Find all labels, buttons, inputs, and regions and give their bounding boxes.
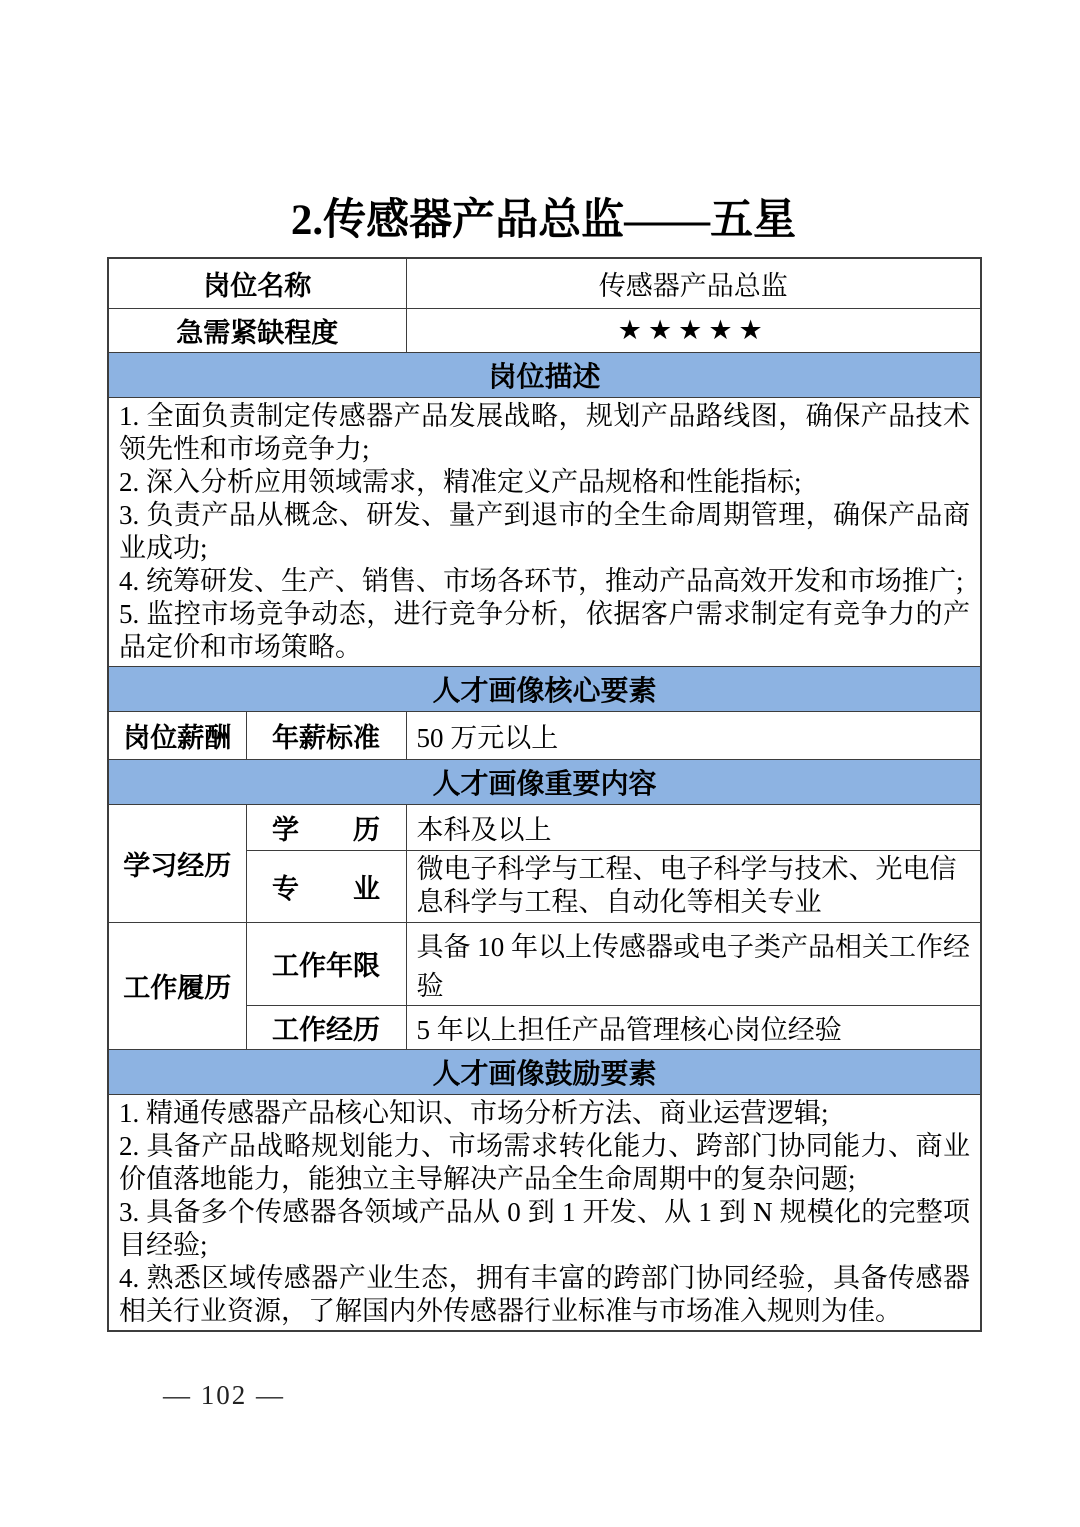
encourage-item: 2. 具备产品战略规划能力、市场需求转化能力、跨部门协同能力、商业价值落地能力，能独立主导解决产品全生命周期中的复杂问题; (119, 1130, 970, 1194)
encourage-item: 3. 具备多个传感器各领域产品从 0 到 1 开发、从 1 到 N 规模化的完整项目经验; (119, 1196, 970, 1260)
row-position-name (108, 258, 981, 308)
work-exp-value: 5 年以上担任产品管理核心岗位经验 (406, 1005, 981, 1049)
page-title: 2.传感器产品总监——五星 (290, 197, 797, 244)
row-encourage-header (108, 1049, 981, 1094)
salary-group-label: 岗位薪酬 (108, 711, 246, 759)
encourage-item: 1. 精通传感器产品核心知识、市场分析方法、商业运营逻辑; (119, 1097, 829, 1128)
urgency-label: 急需紧缺程度 (108, 308, 406, 352)
work-years-label: 工作年限 (246, 922, 406, 1005)
job-description-header: 岗位描述 (108, 352, 981, 397)
row-urgency (108, 308, 981, 352)
major-value: 微电子科学与工程、电子科学与技术、光电信息科学与工程、自动化等相关专业 (406, 850, 981, 922)
work-group-label: 工作履历 (108, 922, 246, 1049)
core-elements-header: 人才画像核心要素 (108, 666, 981, 711)
urgency-stars-rating: ★★★★★ (406, 308, 981, 352)
encourage-header: 人才画像鼓励要素 (108, 1049, 981, 1094)
encourage-body (108, 1094, 981, 1331)
job-description-item: 3. 负责产品从概念、研发、量产到退市的全生命周期管理，确保产品商业成功; (119, 499, 970, 563)
job-description-body (108, 397, 981, 666)
education-value: 本科及以上 (406, 804, 981, 850)
row-job-description-body (108, 397, 981, 666)
work-exp-label: 工作经历 (246, 1005, 406, 1049)
work-years-value: 具备 10 年以上传感器或电子类产品相关工作经验 (406, 922, 981, 1005)
row-encourage-body (108, 1094, 981, 1331)
row-core-elements-header (108, 666, 981, 711)
major-label: 专 业 (246, 850, 406, 922)
page-number: — 102 — (163, 1380, 285, 1410)
row-education (108, 804, 981, 850)
important-content-header: 人才画像重要内容 (108, 759, 981, 804)
job-description-item: 4. 统筹研发、生产、销售、市场各环节，推动产品高效开发和市场推广; (119, 565, 964, 596)
job-description-item: 2. 深入分析应用领域需求，精准定义产品规格和性能指标; (119, 466, 802, 497)
row-job-description-header (108, 352, 981, 397)
document-content (107, 186, 980, 1332)
position-name-label: 岗位名称 (108, 258, 406, 308)
position-name-value: 传感器产品总监 (406, 258, 981, 308)
job-profile-table (107, 257, 982, 1332)
job-description-item: 1. 全面负责制定传感器产品发展战略，规划产品路线图，确保产品技术领先性和市场竞争力; (119, 400, 970, 464)
education-group-label: 学习经历 (108, 804, 246, 922)
salary-value: 50 万元以上 (406, 711, 981, 759)
salary-standard-label: 年薪标准 (246, 711, 406, 759)
encourage-item: 4. 熟悉区域传感器产业生态，拥有丰富的跨部门协同经验，具备传感器相关行业资源，了解国内外传感器行业标准与市场准入规则为佳。 (119, 1262, 970, 1326)
education-label: 学 历 (246, 804, 406, 850)
row-salary (108, 711, 981, 759)
job-description-item: 5. 监控市场竞争动态，进行竞争分析，依据客户需求制定有竞争力的产品定价和市场策略。 (119, 598, 970, 662)
row-work-years (108, 922, 981, 1005)
row-important-content-header (108, 759, 981, 804)
